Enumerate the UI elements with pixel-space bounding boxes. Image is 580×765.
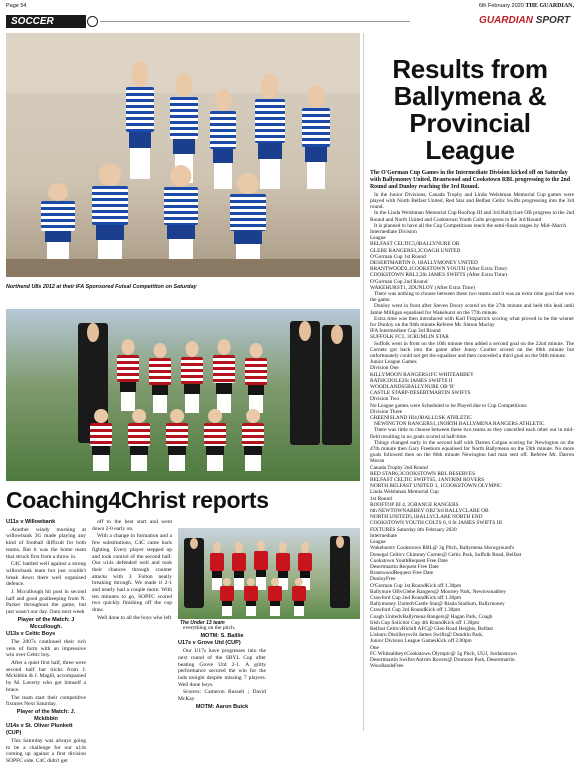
coach-figure [330, 536, 350, 608]
player-figure [162, 409, 192, 471]
result-line: Intermediate Division [370, 228, 417, 235]
result-line: Donegal Celticv Chimney Corner@ Celtic Park, Suffolk Road, Belfast [370, 551, 522, 558]
paragraph: Well done to all the boys who left [97, 614, 172, 621]
result-line: Crawford Cup 3rd RoundKick off 1.30pm [370, 607, 461, 614]
result-line: KILLYMOON RANGERS1FC WHITEABBEY [370, 371, 474, 378]
result-line: SUFFOLK FC1, 3CRUMLIN STAR [370, 334, 449, 341]
result-line: COOKSTOWN YOUTH COLTS 6, 0 St JAMES SWIFTS III [370, 520, 503, 527]
result-line: WAKEHURST1, 2DUNLOY (After Extra Time) [370, 284, 475, 291]
result-line: Division Two [370, 396, 400, 403]
result-line: Desertmartin SwiftsvAntrim Rovers@ Dromore Park, Desertmartin [370, 656, 515, 663]
result-line: RATHCOOLE2St JAMES SWIFTS II [370, 377, 453, 384]
result-line: Cookstown YouthRequest Free Date [370, 557, 448, 564]
result-line: DESERTMARTIN 0, 1BALLYMONEY UNITED [370, 259, 478, 266]
paragraph: Dunloy went in front after Steven Doory scored on the 27th minute and held this lead until Jamie Milligan equalised for Wakehurst on the 77th minute. [370, 303, 574, 316]
result-line: O'Gorman Cup 2nd Round [370, 278, 428, 285]
result-line: Intermediate [370, 532, 398, 539]
player-figure [121, 61, 159, 179]
result-line: Ballymoney UnitedvCastle Star@ Riada Stadium, Ballymoney [370, 601, 505, 608]
result-line: Irish Cup Solicitor Cup 4th RoundKick off 1.30pm [370, 619, 480, 626]
result-line: BrantwoodRequest Free Date [370, 570, 434, 577]
paragraph: NEWINGTON RANGERS1,1NORTH BALLYMENA RANGERS ATHLETIC [374, 421, 545, 428]
player-figure [298, 85, 334, 189]
report-column-3 [178, 625, 266, 731]
result-line: BRANTWOOD2,1COOKSTOWN YOUTH (After Extra Time) [370, 266, 507, 273]
paragraph: off to the best start and went down 2-0 early on. [92, 519, 172, 532]
issue-date: 6th February 2020 THE GUARDIAN, [478, 3, 574, 9]
paragraph: Scorers: Cameron Russell ; David McKay [178, 689, 266, 703]
football-icon [87, 16, 98, 27]
result-line: ROOFTOP III 4, 2GRANGE RANGERS [370, 501, 459, 508]
result-line: League [370, 235, 386, 242]
paragraph: After a quiet first half, three were second half hat tricks from J. Mckibbin & J. Magill, accompanied by M. Laverty who got himself a brace. [6, 660, 86, 693]
player-figure [86, 409, 116, 471]
player-figure [290, 578, 308, 616]
results-lines [370, 192, 574, 670]
player-figure [266, 578, 284, 616]
result-line: O'Gorman Cup 1st RoundKick off 1.30pm [370, 582, 462, 589]
paragraph: Things changed early in the second half with Darren Colgan scoring for Newington on the 47th minute then Gary Freeburn equalised for North Ballymena on the 59th minute. No more goals followed then on the 86th minute Newington had man sent off. Referee Mr. Darren Moran [370, 439, 574, 465]
result-line: Division One [370, 365, 399, 372]
player-figure [238, 409, 268, 471]
coach-figure [290, 321, 320, 445]
subheading: U17s v Grove Utd (CUP) [178, 640, 241, 647]
result-line: BELFAST CELTIC SWIFTS5, 1ANTRIM ROVERS [370, 477, 485, 484]
column-divider [363, 33, 364, 731]
result-line: Junior Division League GamesKick off 2.00pm [370, 638, 472, 645]
coach-figure [322, 325, 352, 445]
player-figure [242, 343, 270, 413]
result-line: O'Gorman Cup 1st Round [370, 253, 426, 260]
page-header [6, 3, 574, 13]
section-label-soccer: SOCCER [6, 15, 86, 28]
photo-under-11-team [6, 309, 360, 481]
player-figure [146, 343, 174, 413]
photo-under-13-team [178, 528, 360, 619]
subheading: U13s v Celtic Boys [6, 631, 56, 638]
paragraph: There was little to choose between these two teams as they cancelled each other out in mid-field resulting in no goals scored at half-time. [370, 427, 574, 440]
player-figure [200, 409, 230, 471]
player-of-match-line: Player of the Match: J Mccullough. [17, 616, 75, 630]
result-line: Wakehurstv Cookstown RBL@ 3g Pitch, Ballymena Showground's [370, 545, 515, 552]
result-line: 6th NEWTOWNABBEY OB2'3rd BALLYCLARE OB [370, 508, 489, 515]
result-line: League [370, 539, 386, 546]
header-rule [100, 21, 410, 22]
result-line: 1st Round [370, 495, 392, 502]
player-of-match-line: Player of the Match: J. Mckibbin [16, 708, 76, 722]
paragraph: The 2007s continued their rich vein of form with an impressive win over Celtic boy. [6, 638, 86, 659]
player-figure [36, 183, 80, 263]
photo-caption: Northend U8s 2012 at their IFA Sponsored Futsal Competition on Saturday [6, 284, 197, 290]
result-line: Ballynure OBvGlebe Rangers@ Moorley Park, Newtownabbey [370, 588, 507, 595]
paragraph: The team start their competitive fixtures Next Saturday. [6, 694, 86, 708]
player-figure [210, 339, 238, 413]
paragraph: C4C battled well against a strong willowbank team but just couldn't break down there well organised defence. [6, 561, 86, 588]
result-line: WOODLANDS5BALLYNURE OB 'B' [370, 384, 455, 391]
paragraph: With a change in formation and a few substitutions, C4C came back fighting. Every player stepped up and took control of the second half. Our u14s defended well and took their chances through counter attacks with J. Fulton neatly breaking through. We made it 2-1 and nearly had a couple more. With ten minutes to go, SOPFC scored two quickly finishing off the cup draw. [92, 533, 172, 614]
result-line: One [370, 644, 379, 651]
result-line: No League games were Scheduled to be Played due to Cup Competitions [370, 402, 527, 409]
paragraph: Extra time was then introduced with Karl Fitzpatrick scoring what proved to be the winner for Dunloy on the 94th minute.Referee Mr. Simon Maclay [370, 315, 574, 328]
player-figure [178, 341, 206, 413]
result-line: Coagh UnitedvBallymena Rangers@ Hagan Park, Coagh [370, 613, 493, 620]
paragraph: In the Junior Divisions, Canada Trophy and Linda Welshman Memorial Cup games were played with North Belfast United, Red Star and Belfast Celtic Swifts progressing into the 3rd round. [370, 191, 574, 211]
guardian-sport-logo: GUARDIAN SPORT [479, 15, 570, 26]
result-line: IFA Intermediate Cup 3rd Round [370, 328, 441, 335]
result-line: RED STAR6,3COOKSTOWN RBL RESERVES [370, 470, 476, 477]
player-figure [124, 409, 154, 471]
result-line: Linda Welshman Memorial Cup [370, 489, 439, 496]
paragraph: J. Mccullough hit post in second half and good goalkeeping from N. Parker throughout the game, but just wasn't our day. Outo next week [6, 589, 86, 616]
result-line: NORTH UNITED5,1BALLYCLARE NORTH END [370, 514, 483, 521]
player-figure [242, 578, 260, 616]
result-line: Division Three [370, 408, 403, 415]
paragraph: everything on the pitch. [183, 625, 236, 631]
player-figure [158, 165, 204, 265]
photo-caption: The Under 11 team [8, 481, 53, 487]
floor [6, 259, 360, 277]
result-line: Junior League Games [370, 359, 417, 366]
player-figure [250, 73, 290, 189]
paragraph: Suffolk went in front on the 10th minute then added a second goal on the 22nd minute. The Cornets got back into the game after Jonny Coulter scored on the 80th minute but unfortunately could not get the equaliser and then conceded a third goal on the 94th minute. [370, 340, 574, 359]
result-line: GLEBE RANGERS3,2COAGH UNITED [370, 247, 461, 254]
paper-name: THE GUARDIAN, [525, 3, 574, 9]
subheading: U11s v Willowbank [6, 519, 56, 525]
player-of-match-line: MOTM: Aaron Buick [195, 703, 249, 710]
result-line: Belfast CelticvRichill AFC@ Glen Road Heights, Belfast [370, 625, 493, 632]
paragraph: In the Linda Welshman Memorial Cup Rooftop III and 3rd Ballyclare OB progress to the 2nd Round and North United and Cookstown Youth Colts progress to the 3rd Round [370, 210, 574, 223]
photo-caption: The Under 13 team [180, 620, 225, 626]
result-line: FC WhiteabbeyvCookstown Olympic@ 3g Pitch, UUJ, Jordanstown [370, 650, 517, 657]
paragraph: It is planned to have all the Cup Competitions reach the semi-finals stages by Mid–March [374, 222, 567, 229]
result-line: Lisburn DistillerysvSt James Swifts@ Dundrin Park, [370, 632, 484, 639]
paragraph: This Saturday was always going to be a challenge for our u14s coming up against a first division SOPFC side. C4C didn't get [6, 737, 86, 764]
report-column-4 [272, 625, 360, 731]
results-lead: The O'Gorman Cup Games in the Intermediate Division kicked off on Saturday with Ballymoney United, Brantwood and Cookstown RBL progressing to the 2nd Round and Dunloy reaching the 3rd Round. [370, 170, 570, 190]
result-line: FIXTURES Saturday 8th February 2020 [370, 526, 457, 533]
subheading: U14s v St. Oliver Plunkett (CUP) [6, 723, 73, 737]
report-column-2 [92, 519, 172, 731]
player-figure [86, 163, 134, 267]
player-of-match-line: MOTM: S. Baillie [200, 632, 244, 639]
results-body [370, 170, 574, 732]
result-line: WoodlandsFree [370, 663, 404, 670]
paragraph: Another windy morning at willowbank 3G made playing any kind of football difficult for both teams. But it was the home team that struck first from a throw in. [6, 526, 86, 560]
result-line: NORTH BELFAST UNITED 3, 1COOKSTOWN OLYMPIC [370, 483, 502, 490]
player-figure [114, 339, 142, 411]
result-line: COOKSTOWN RBL3,3St JAMES SWIFTS (After Extra Time) [370, 272, 507, 279]
result-line: Crawford Cup 2nd RoundKick off 1.30pm [370, 594, 462, 601]
result-line: GREENISLAND III4,0BALLUSK ATHLETIC [370, 415, 472, 422]
paragraph: Our U17s have progresses into the next round of the SBYL Cup after beating Grove Utd 2-1. A gritty performance secured the win for the lads tonight despite missing 7 players. Well done boys. [178, 648, 266, 688]
result-line: Desertmartin Request Free Date [370, 563, 439, 570]
photo-northend-u8s [6, 33, 360, 277]
player-figure [224, 173, 272, 269]
result-line: DunloyFree [370, 576, 396, 583]
player-figure [218, 578, 236, 616]
result-line: CASTLE STARP-DESERTMARTIN SWIFTS [370, 390, 471, 397]
results-headline: Results from Ballymena & Provincial League [392, 54, 548, 165]
page-number: Page 54 [6, 3, 27, 9]
coach-figure [184, 538, 204, 608]
result-line: Canada Trophy 2nd Round [370, 464, 428, 471]
result-line: BELFAST CELTIC5,0BALLYNURE OB [370, 241, 460, 248]
report-column-1 [6, 519, 86, 764]
report-headline: Coaching4Christ reports [6, 487, 269, 513]
paragraph: There was nothing to choose between these two teams and it was an extra time goal that won the game. [370, 290, 574, 304]
